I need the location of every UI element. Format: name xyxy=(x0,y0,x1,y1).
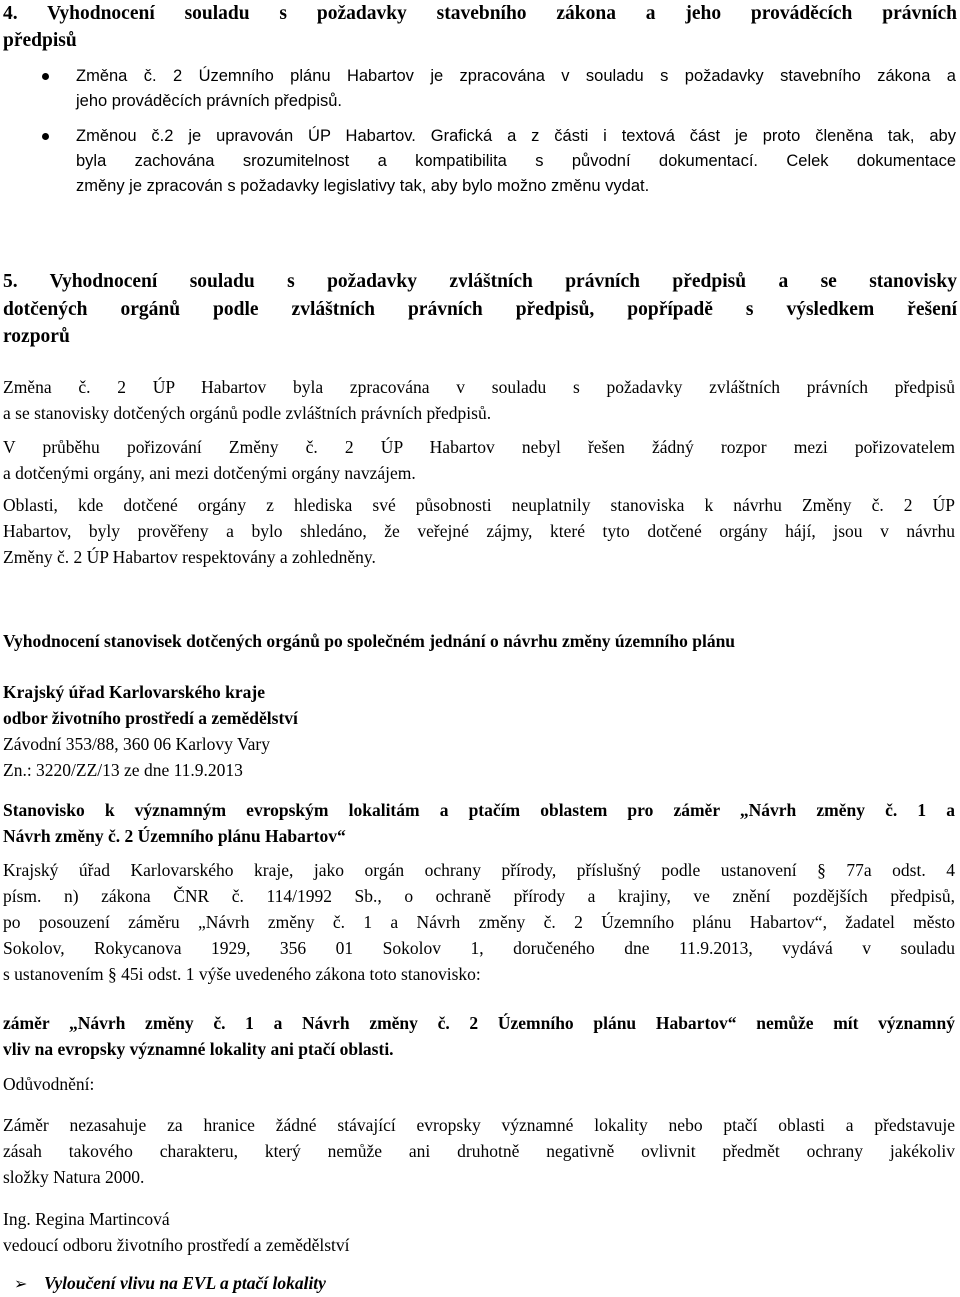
signatory-name: Ing. Regina Martincová xyxy=(3,1209,170,1229)
section-5-paragraph-2 xyxy=(3,434,955,486)
section-4-heading xyxy=(3,0,957,54)
list-item xyxy=(76,64,956,114)
body-line: písm. n) zákona ČNR č. 114/1992 Sb., o ochraně přírody a krajiny, ve znění pozdějších předpisů, xyxy=(3,886,955,906)
reasoning-label: Odůvodnění: xyxy=(3,1074,95,1094)
reasoning-line: zásah takového charakteru, který nemůže ani druhotně negativně ovlivnit předmět ochrany jakékoliv xyxy=(3,1141,955,1161)
list-item xyxy=(76,124,956,199)
paragraph-line: Změny č. 2 ÚP Habartov respektovány a zohledněny. xyxy=(3,547,376,567)
closing-list-item xyxy=(0,1270,952,1297)
section-5-paragraph-1 xyxy=(3,374,955,426)
section-4-bullet-list xyxy=(0,64,960,199)
statement-decision xyxy=(3,1010,955,1062)
list-item-line: jeho prováděcích právních předpisů. xyxy=(76,92,342,110)
arrow-bullet-icon: ➢ xyxy=(14,1274,28,1293)
section-5-paragraph-3 xyxy=(3,492,955,570)
paragraph-line: V průběhu pořizování Změny č. 2 ÚP Habartov nebyl řešen žádný rozpor mezi pořizovatelem xyxy=(3,437,955,457)
list-item-line: byla zachována srozumitelnost a kompatibilita s původní dokumentací. Celek dokumentace xyxy=(76,152,956,170)
body-line: s ustanovením § 45i odst. 1 výše uvedeného zákona toto stanovisko: xyxy=(3,964,481,984)
statement-title-line: Návrh změny č. 2 Územního plánu Habartov“ xyxy=(3,826,346,846)
list-item-line: Změna č. 2 Územního plánu Habartov je zpracována v souladu s požadavky stavebního zákona a xyxy=(76,67,956,85)
body-line: Krajský úřad Karlovarského kraje, jako orgán ochrany přírody, příslušný podle ustanovení § 77a odst. 4 xyxy=(3,860,955,880)
heading-line: předpisů xyxy=(3,30,77,51)
reference-number: Zn.: 3220/ZZ/13 ze dne 11.9.2013 xyxy=(3,760,243,780)
paragraph-line: a se stanovisky dotčených orgánů podle zvláštních právních předpisů. xyxy=(3,403,492,423)
body-line: po posouzení záměru „Návrh změny č. 1 a Návrh změny č. 2 Územního plánu Habartov“, žadatel město xyxy=(3,912,955,932)
paragraph-line: Oblasti, kde dotčené orgány z hlediska své působnosti neuplatnily stanoviska k návrhu Změny č. 2 ÚP xyxy=(3,495,955,515)
heading-line: dotčených orgánů podle zvláštních právních předpisů, popřípadě s výsledkem řešení xyxy=(3,298,957,320)
reasoning-line: složky Natura 2000. xyxy=(3,1167,145,1187)
decision-line: vliv na evropsky významné lokality ani ptačí oblasti. xyxy=(3,1039,394,1059)
list-item-line: Změnou č.2 je upravován ÚP Habartov. Grafická a z části i textová část je proto členěna tak, aby xyxy=(76,127,956,145)
reasoning-paragraph xyxy=(3,1112,955,1190)
paragraph-line: a dotčenými orgány, ani mezi dotčenými orgány navzájem. xyxy=(3,463,416,483)
organization-address: Závodní 353/88, 360 06 Karlovy Vary xyxy=(3,734,271,754)
statement-body xyxy=(3,857,955,987)
organization-department: odbor životního prostředí a zemědělství xyxy=(3,708,298,728)
statement-title xyxy=(3,797,955,849)
heading-line: 4. Vyhodnocení souladu s požadavky stavebního zákona a jeho prováděcích právních xyxy=(3,3,957,24)
heading-line: rozporů xyxy=(3,326,70,347)
list-item-line: změny je zpracován s požadavky legislativy tak, aby bylo možno změnu vydat. xyxy=(76,177,650,195)
decision-line: záměr „Návrh změny č. 1 a Návrh změny č. 2 Územního plánu Habartov“ nemůže mít významný xyxy=(3,1013,955,1033)
organization-name: Krajský úřad Karlovarského kraje xyxy=(3,682,266,702)
organization-block xyxy=(3,679,955,783)
closing-item-text: Vyloučení vlivu na EVL a ptačí lokality xyxy=(44,1273,326,1293)
reasoning-line: Záměr nezasahuje za hranice žádné stávající evropsky významné lokality nebo ptačí oblasti a představuje xyxy=(3,1115,955,1135)
evaluation-heading: Vyhodnocení stanovisek dotčených orgánů po společném jednání o návrhu změny územního plánu xyxy=(3,631,736,651)
paragraph-line: Habartov, byly prověřeny a bylo shledáno, že veřejné zájmy, které tyto dotčené orgány hájí, jsou v návrhu xyxy=(3,521,955,541)
signatory-block xyxy=(3,1206,955,1258)
body-line: Sokolov, Rokycanova 1929, 356 01 Sokolov 1, doručeného dne 11.9.2013, vydává v souladu xyxy=(3,938,955,958)
statement-title-line: Stanovisko k významným evropským lokalitám a ptačím oblastem pro záměr „Návrh změny č. 1 a xyxy=(3,800,955,820)
heading-line: 5. Vyhodnocení souladu s požadavky zvláštních právních předpisů a se stanovisky xyxy=(3,271,957,292)
section-5-heading xyxy=(3,268,957,351)
signatory-role: vedoucí odboru životního prostředí a zemědělství xyxy=(3,1235,350,1255)
paragraph-line: Změna č. 2 ÚP Habartov byla zpracována v souladu s požadavky zvláštních právních předpisů xyxy=(3,377,955,397)
